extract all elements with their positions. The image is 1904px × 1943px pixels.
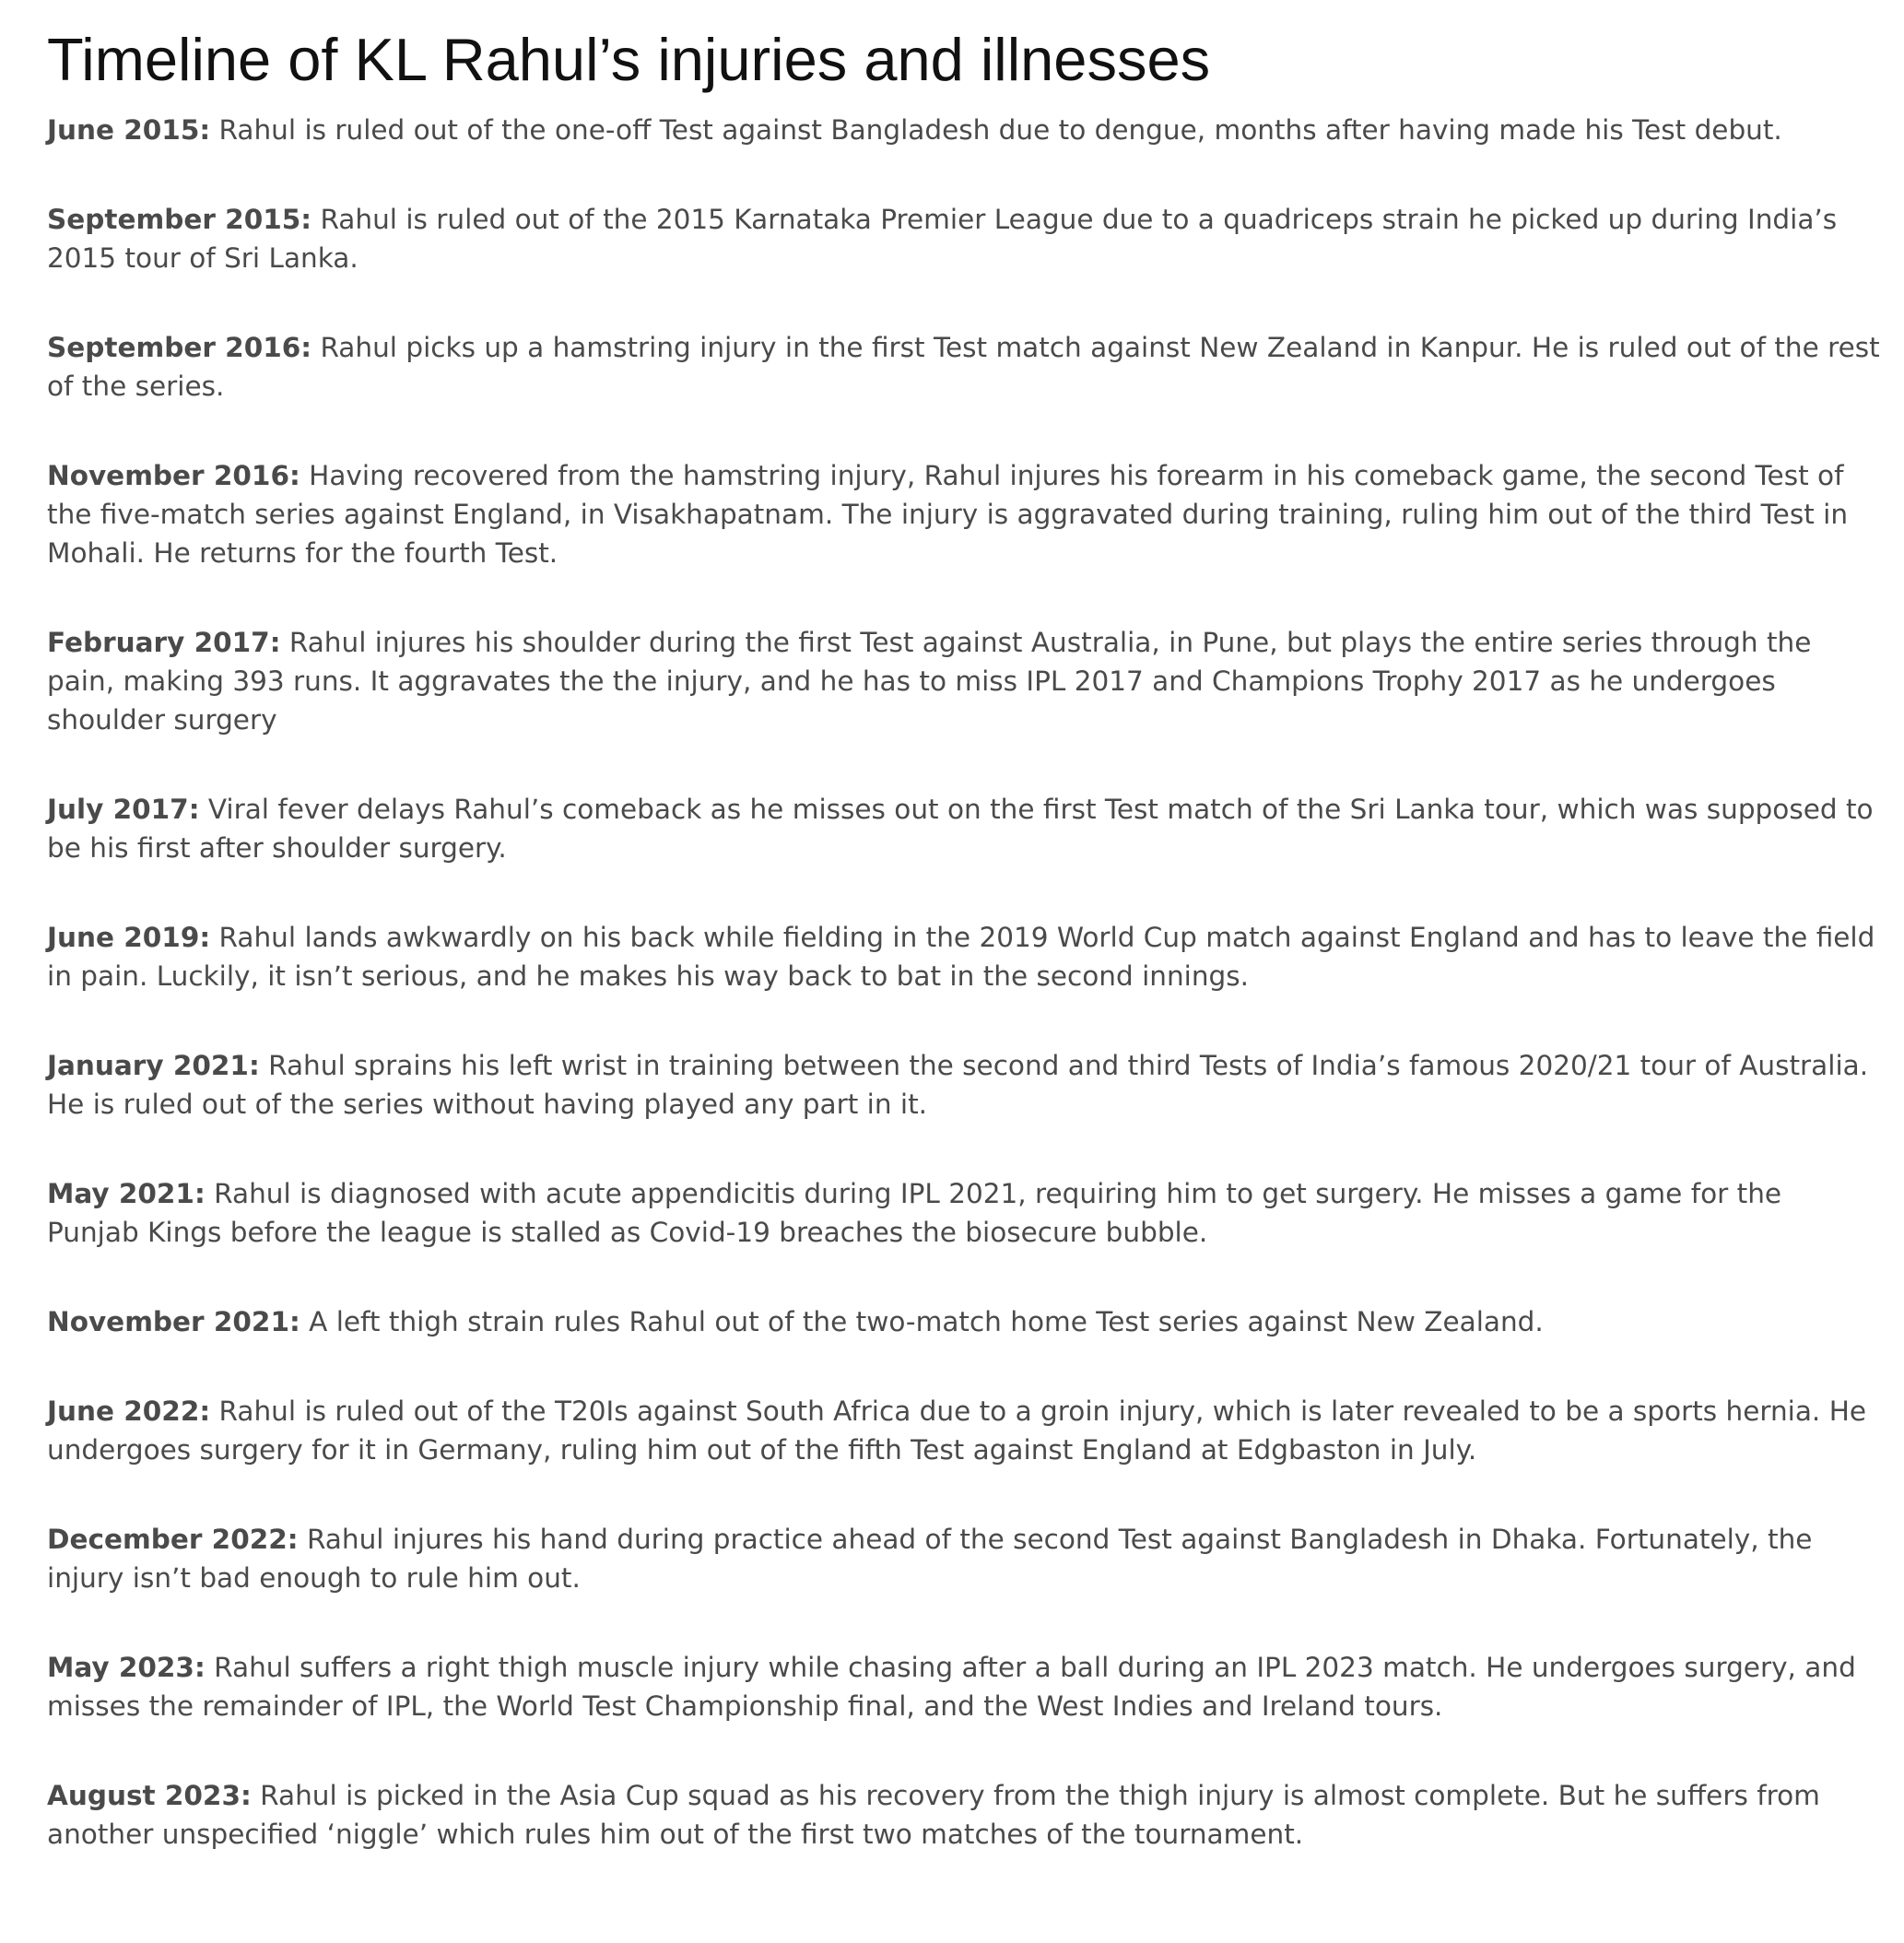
entry-date: November 2021: xyxy=(47,1306,300,1337)
entry-text: Rahul picks up a hamstring injury in the first Test match against New Zealand in Kanpur. He is ruled out of the rest of the series. xyxy=(47,332,1880,402)
timeline-entry xyxy=(47,790,1881,867)
timeline-entry xyxy=(47,918,1881,995)
article xyxy=(47,22,1881,1904)
timeline-entry xyxy=(47,200,1881,277)
entry-date: May 2023: xyxy=(47,1652,206,1683)
timeline-entry xyxy=(47,111,1881,149)
timeline-entry xyxy=(47,1520,1881,1597)
entry-date: June 2019: xyxy=(47,922,211,953)
entry-date: August 2023: xyxy=(47,1780,252,1811)
entry-text: Rahul is picked in the Asia Cup squad as his recovery from the thigh injury is almost complete. But he suffers from another unspecified ‘niggle’ which rules him out of the first two matches of the tournament. xyxy=(47,1780,1820,1850)
timeline-entry xyxy=(47,1392,1881,1469)
timeline-entry xyxy=(47,1046,1881,1124)
entry-text: Rahul injures his hand during practice ahead of the second Test against Bangladesh in Dhaka. Fortunately, the injury isn’t bad enough to rule him out. xyxy=(47,1524,1813,1594)
entry-date: June 2015: xyxy=(47,114,211,146)
entry-date: January 2021: xyxy=(47,1050,260,1081)
timeline-entry xyxy=(47,623,1881,739)
entry-text: Having recovered from the hamstring injury, Rahul injures his forearm in his comeback game, the second Test of the five-match series against England, in Visakhapatnam. The injury is aggravated during training, ruling him out of the third Test in Mohali. He returns for the fourth Test. xyxy=(47,460,1849,569)
entry-text: Rahul is diagnosed with acute appendicitis during IPL 2021, requiring him to get surgery. He misses a game for the Punjab Kings before the league is stalled as Covid-19 breaches the biosecure bubble. xyxy=(47,1178,1782,1248)
entry-date: June 2022: xyxy=(47,1395,211,1427)
page-title: Timeline of KL Rahul’s injuries and illnesses xyxy=(47,26,1211,93)
timeline-entry xyxy=(47,1776,1881,1854)
entry-text: Rahul is ruled out of the T20Is against South Africa due to a groin injury, which is later revealed to be a sports hernia. He undergoes surgery for it in Germany, ruling him out of the fifth Test against England at Edgbaston in July. xyxy=(47,1395,1867,1466)
entry-text: A left thigh strain rules Rahul out of the two-match home Test series against New Zealand. xyxy=(300,1306,1544,1337)
timeline-entry xyxy=(47,1648,1881,1725)
timeline-entry xyxy=(47,328,1881,406)
entry-text: Rahul is ruled out of the one-off Test against Bangladesh due to dengue, months after having made his Test debut. xyxy=(210,114,1782,146)
entry-date: September 2015: xyxy=(47,204,312,235)
entry-text: Rahul suffers a right thigh muscle injury while chasing after a ball during an IPL 2023 match. He undergoes surgery, and misses the remainder of IPL, the World Test Championship final, and the West Indies and Ireland tours. xyxy=(47,1652,1856,1722)
entry-text: Rahul lands awkwardly on his back while fielding in the 2019 World Cup match against England and has to leave the field in pain. Luckily, it isn’t serious, and he makes his way back to bat in the second innings. xyxy=(47,922,1875,992)
entry-date: September 2016: xyxy=(47,332,312,363)
entry-text: Rahul is ruled out of the 2015 Karnataka Premier League due to a quadriceps strain he picked up during India’s 2015 tour of Sri Lanka. xyxy=(47,204,1838,274)
entry-date: May 2021: xyxy=(47,1178,206,1209)
entry-text: Rahul injures his shoulder during the first Test against Australia, in Pune, but plays the entire series through the pain, making 393 runs. It aggravates the the injury, and he has to miss IPL 2017 and Champions Trophy 2017 as he undergoes shoulder surgery xyxy=(47,627,1812,736)
entry-date: November 2016: xyxy=(47,460,300,491)
entry-date: December 2022: xyxy=(47,1524,299,1555)
entry-text: Rahul sprains his left wrist in training between the second and third Tests of India’s famous 2020/21 tour of Australia. He is ruled out of the series without having played any part in it. xyxy=(47,1050,1869,1120)
entry-text: Viral fever delays Rahul’s comeback as he misses out on the first Test match of the Sri Lanka tour, which was supposed to be his first after shoulder surgery. xyxy=(47,794,1874,864)
timeline-entry xyxy=(47,456,1881,572)
timeline-entry xyxy=(47,1302,1881,1341)
timeline-entry xyxy=(47,1174,1881,1252)
entry-date: July 2017: xyxy=(47,794,200,825)
entry-date: February 2017: xyxy=(47,627,281,658)
